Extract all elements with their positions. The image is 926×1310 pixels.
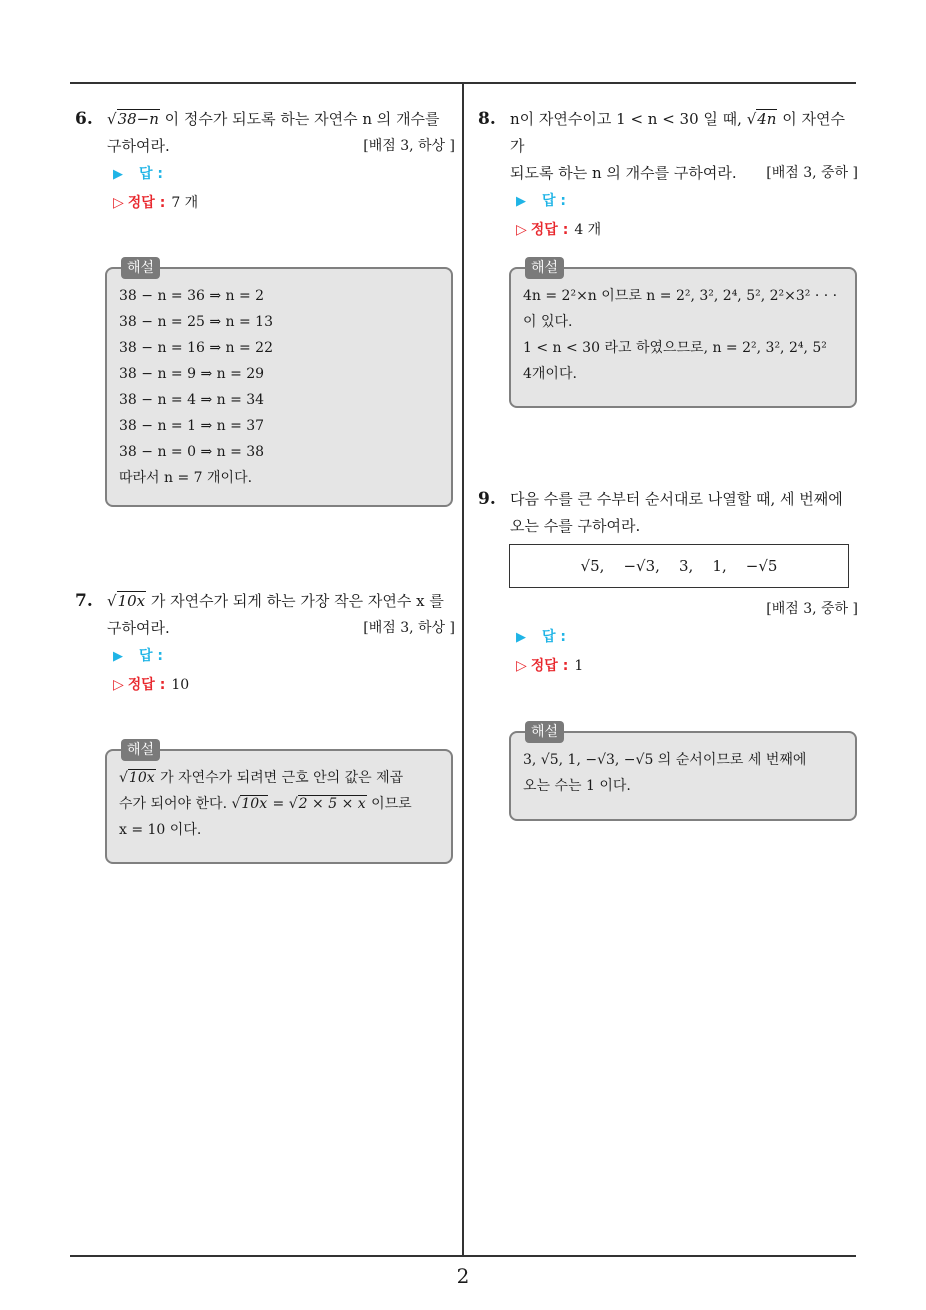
question-text: √10x 가 자연수가 되게 하는 가장 작은 자연수 x 를 <box>107 592 444 610</box>
list-item: −√3, <box>623 557 660 575</box>
solution-line: 3, √5, 1, −√3, −√5 의 순서이므로 세 번째에 <box>523 752 807 768</box>
answer-line: ▶ 답 : <box>516 629 566 645</box>
correct-answer-line: ▷ 정답 : 7 개 <box>113 195 199 211</box>
solution-line: 38 − n = 16 ⇒ n = 22 <box>119 340 273 356</box>
solution-line: 4개이다. <box>523 366 577 382</box>
answer-arrow-icon: ▶ <box>113 649 123 664</box>
question-8 <box>478 106 858 244</box>
question-number: 7. <box>75 591 93 611</box>
solution-tag: 해설 <box>525 257 564 279</box>
solution-box-9 <box>509 724 857 821</box>
score-meta: [배점 3, 하상 ] <box>363 138 455 154</box>
list-item: −√5 <box>745 557 778 575</box>
solution-line: 38 − n = 9 ⇒ n = 29 <box>119 366 265 382</box>
solution-tag: 해설 <box>121 739 160 761</box>
score-meta: [배점 3, 중하 ] <box>766 601 858 617</box>
question-text: n이 자연수이고 1 < n < 30 일 때, √4n 이 자연수가 <box>510 110 845 155</box>
correct-answer-value: 4 개 <box>574 222 602 238</box>
solution-box-8 <box>509 260 857 408</box>
question-number: 9. <box>478 489 496 509</box>
correct-answer-line: ▷ 정답 : 1 <box>516 658 584 674</box>
list-item: 3, <box>679 557 694 575</box>
correct-arrow-icon: ▷ <box>516 222 527 238</box>
solution-line: 따라서 n = 7 개이다. <box>119 470 253 486</box>
question-number: 8. <box>478 109 496 129</box>
solution-line: 오는 수는 1 이다. <box>523 778 631 794</box>
answer-arrow-icon: ▶ <box>516 194 526 209</box>
answer-arrow-icon: ▶ <box>113 167 123 182</box>
list-item: 1, <box>712 557 727 575</box>
solution-line: 1 < n < 30 라고 하였으므로, n = 2², 3², 2⁴, 5² <box>523 340 827 356</box>
list-item: √5, <box>580 557 605 575</box>
solution-line: 이 있다. <box>523 314 573 330</box>
question-number: 6. <box>75 109 93 129</box>
question-text: 다음 수를 큰 수부터 순서대로 나열할 때, 세 번째에 <box>510 490 843 508</box>
solution-line: 38 − n = 25 ⇒ n = 13 <box>119 314 273 330</box>
answer-arrow-icon: ▶ <box>516 630 526 645</box>
correct-answer-line: ▷ 정답 : 10 <box>113 677 190 693</box>
solution-line: 38 − n = 36 ⇒ n = 2 <box>119 288 265 304</box>
column-divider <box>462 83 464 1255</box>
question-9 <box>478 486 858 540</box>
solution-tag: 해설 <box>525 721 564 743</box>
question-6 <box>75 106 455 217</box>
number-list-box <box>509 544 849 588</box>
correct-answer-value: 7 개 <box>171 195 199 211</box>
question-text: √38−n 이 정수가 되도록 하는 자연수 n 의 개수를 <box>107 110 440 128</box>
question-text-line2: 구하여라. <box>107 619 170 637</box>
answer-line: ▶ 답 : <box>113 166 163 182</box>
solution-line: 38 − n = 1 ⇒ n = 37 <box>119 418 265 434</box>
page-number: 2 <box>456 1264 470 1288</box>
bottom-rule <box>70 1255 856 1257</box>
solution-line: 4n = 2²×n 이므로 n = 2², 3², 2⁴, 5², 2²×3² · · · <box>523 288 838 304</box>
solution-line: 38 − n = 4 ⇒ n = 34 <box>119 392 265 408</box>
question-9-answers <box>478 596 858 680</box>
score-meta: [배점 3, 하상 ] <box>363 620 455 636</box>
question-7 <box>75 588 455 699</box>
question-text-line2: 오는 수를 구하여라. <box>510 517 641 535</box>
correct-answer-value: 10 <box>171 677 190 693</box>
answer-line: ▶ 답 : <box>113 648 163 664</box>
solution-line: √10x 가 자연수가 되려면 근호 안의 값은 제곱 <box>119 770 404 786</box>
question-text-line2: 되도록 하는 n 의 개수를 구하여라. <box>510 164 737 182</box>
correct-answer-value: 1 <box>574 658 584 674</box>
answer-line: ▶ 답 : <box>516 193 566 209</box>
question-text-line2: 구하여라. <box>107 137 170 155</box>
score-meta: [배점 3, 중하 ] <box>766 165 858 181</box>
solution-tag: 해설 <box>121 257 160 279</box>
correct-arrow-icon: ▷ <box>113 195 124 211</box>
correct-arrow-icon: ▷ <box>516 658 527 674</box>
solution-line: 38 − n = 0 ⇒ n = 38 <box>119 444 265 460</box>
correct-answer-line: ▷ 정답 : 4 개 <box>516 222 602 238</box>
solution-box-6 <box>105 260 453 507</box>
correct-arrow-icon: ▷ <box>113 677 124 693</box>
solution-box-7 <box>105 742 453 864</box>
solution-line: 수가 되어야 한다. √10x = √2 × 5 × x 이므로 <box>119 796 412 812</box>
solution-line: x = 10 이다. <box>119 822 202 838</box>
